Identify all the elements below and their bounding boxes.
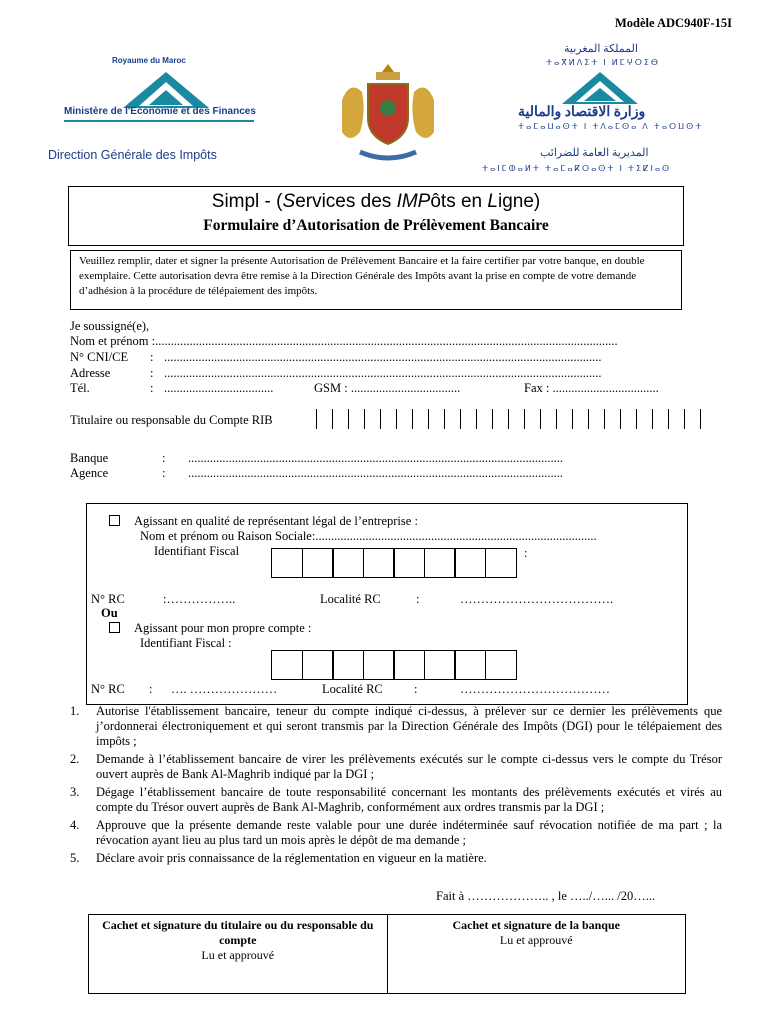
model-reference: Modèle ADC940F-15I (615, 16, 732, 30)
legal-representative-option[interactable]: Agissant en qualité de représentant légal de l’entreprise : (109, 514, 418, 529)
checkbox-legal-representative[interactable] (109, 515, 120, 526)
agency-field[interactable]: Agence : ........................................................................................................................ (70, 466, 563, 480)
logo-tifinagh-1: ⵜⴰⴳⵍⴷⵉⵜ ⵏ ⵍⵎⵖⵔⵉⴱ (546, 58, 661, 67)
checkbox-own-account[interactable] (109, 622, 120, 633)
undersigned-label: Je soussigné(e), (70, 319, 150, 333)
phone-field[interactable]: Tél. : ................................... (70, 381, 274, 395)
fiscal-id-cells-2[interactable] (271, 650, 515, 680)
holder-signature-title: Cachet et signature du titulaire ou du responsable du compte (102, 918, 374, 947)
logo-dgi-text: Direction Générale des Impôts (48, 148, 217, 162)
form-title: Simpl - (Services des IMPôts en Ligne) (211, 191, 541, 212)
clause-item: 2. Demande à l’établissement bancaire de virer les prélèvements exécutés sur le compte ci-dessus vers le compte du Trésor ouvert auprès de Bank Al-Maghrib indiqué par la DGI ; (70, 752, 722, 781)
logo-ar-ministry: وزارة الاقتصاد والمالية (518, 105, 646, 120)
holder-signature-note: Lu et approuvé (201, 948, 275, 962)
holder-signature-cell[interactable] (89, 915, 388, 993)
clause-item: 3. Dégage l’établissement bancaire de toute responsabilité concernant les montants des prélèvements exécutés et virés au compte du Trésor ouvert auprès de Bank Al-Maghrib, conformément aux ordres transmis par la DGI ; (70, 785, 722, 814)
form-title-box (68, 186, 684, 246)
moroccan-coat-of-arms-icon (332, 60, 444, 166)
clause-item: 4. Approuve que la présente demande reste valable pour une durée indéterminée sauf révocation notifiée de ma part ; la révocation ayant lieu au plus tard un mois après le dépôt de ma demande ; (70, 818, 722, 847)
bank-signature-title: Cachet et signature de la banque (452, 918, 620, 932)
rib-input-cells[interactable] (316, 409, 701, 429)
logo-ar-kingdom: المملكة المغربية (564, 43, 638, 55)
fiscal-id-colon: : (524, 546, 528, 560)
bank-field[interactable]: Banque : ........................................................................................................................ (70, 451, 563, 465)
fiscal-id-label: Identifiant Fiscal (154, 544, 240, 558)
rc-locality-field[interactable]: Localité RC : ………………………………. (320, 592, 614, 606)
rib-label: Titulaire ou responsable du Compte RIB (70, 413, 273, 427)
own-account-option[interactable]: Agissant pour mon propre compte : (109, 621, 311, 636)
rc-number-field[interactable]: N° RC :…………….. (91, 592, 236, 606)
ministry-logo (46, 56, 256, 166)
rc-number-field-2[interactable]: N° RC : …. ………………… (91, 682, 278, 696)
logo-ar-dgi: المديرية العامة للضرائب (540, 147, 649, 159)
gsm-field[interactable]: GSM : ................................... (314, 381, 461, 395)
clause-item: 5. Déclare avoir pris connaissance de la réglementation en vigueur en la matière. (70, 851, 487, 865)
company-name-field[interactable]: Nom et prénom ou Raison Sociale:.......................................................................................... (140, 529, 597, 543)
fiscal-id-label-2: Identifiant Fiscal : (140, 636, 232, 650)
clause-item: 1. Autorise l'établissement bancaire, teneur du compte indiqué ci-dessus, à prélever sur ce dernier les prélèvements que j’ordonnerai électroniquement et qui seront transmis par la Direction Générale des Impôts (DGI) pour le télépaiement des impôts ; (70, 704, 722, 748)
ministry-emblem-icon (121, 70, 211, 110)
logo-kingdom-text: Royaume du Maroc (112, 56, 186, 65)
logo-underline-icon (64, 120, 254, 124)
representative-section (86, 503, 688, 705)
ministry-emblem-icon (560, 70, 640, 106)
bank-signature-note: Lu et approuvé (499, 933, 573, 947)
form-subtitle: Formulaire d’Autorisation de Prélèvement Bancaire (203, 217, 549, 234)
fiscal-id-cells[interactable] (271, 548, 515, 578)
intro-instructions: Veuillez remplir, dater et signer la présente Autorisation de Prélèvement Bancaire et la faire certifier par votre banque, en double exemplaire. Cette autorisation devra être remise à la Direction Générale des Impôts avant la prise en compte de votre demande d’adhésion à la procédure de télépaiement des impôts. (70, 250, 682, 310)
authorization-clauses (70, 704, 722, 869)
rc-locality-field-2[interactable]: Localité RC : ……………………………… (322, 682, 610, 696)
ministry-logo-arabic (478, 42, 718, 178)
signature-table (88, 914, 686, 994)
place-and-date-field[interactable]: Fait à ……………….. , le …../…... /20…... (436, 889, 656, 903)
logo-tifinagh-3: ⵜⴰⵏⵎⵀⴰⵍⵜ ⵜⴰⵎⴰⴽⵔⴰⵙⵜ ⵏ ⵜⵉⵇⵏⴰⵙ (482, 164, 672, 173)
or-separator: Ou (101, 606, 118, 620)
cni-field[interactable]: N° CNI/CE : ............................................................................................................................................ (70, 350, 602, 364)
name-field[interactable]: Nom et prénom :.................................................................................................................................................... (70, 334, 618, 348)
address-field[interactable]: Adresse : ............................................................................................................................................ (70, 366, 602, 380)
logo-ministry-text: Ministère de l'Economie et des Finances (64, 106, 256, 117)
logo-tifinagh-2: ⵜⴰⵎⴰⵡⴰⵙⵜ ⵏ ⵜⴷⴰⵎⵙⴰ ⴷ ⵜⴰⵔⵡⵙⵜ (518, 122, 704, 131)
bank-signature-cell[interactable] (388, 915, 686, 993)
fax-field[interactable]: Fax : .................................. (524, 381, 659, 395)
